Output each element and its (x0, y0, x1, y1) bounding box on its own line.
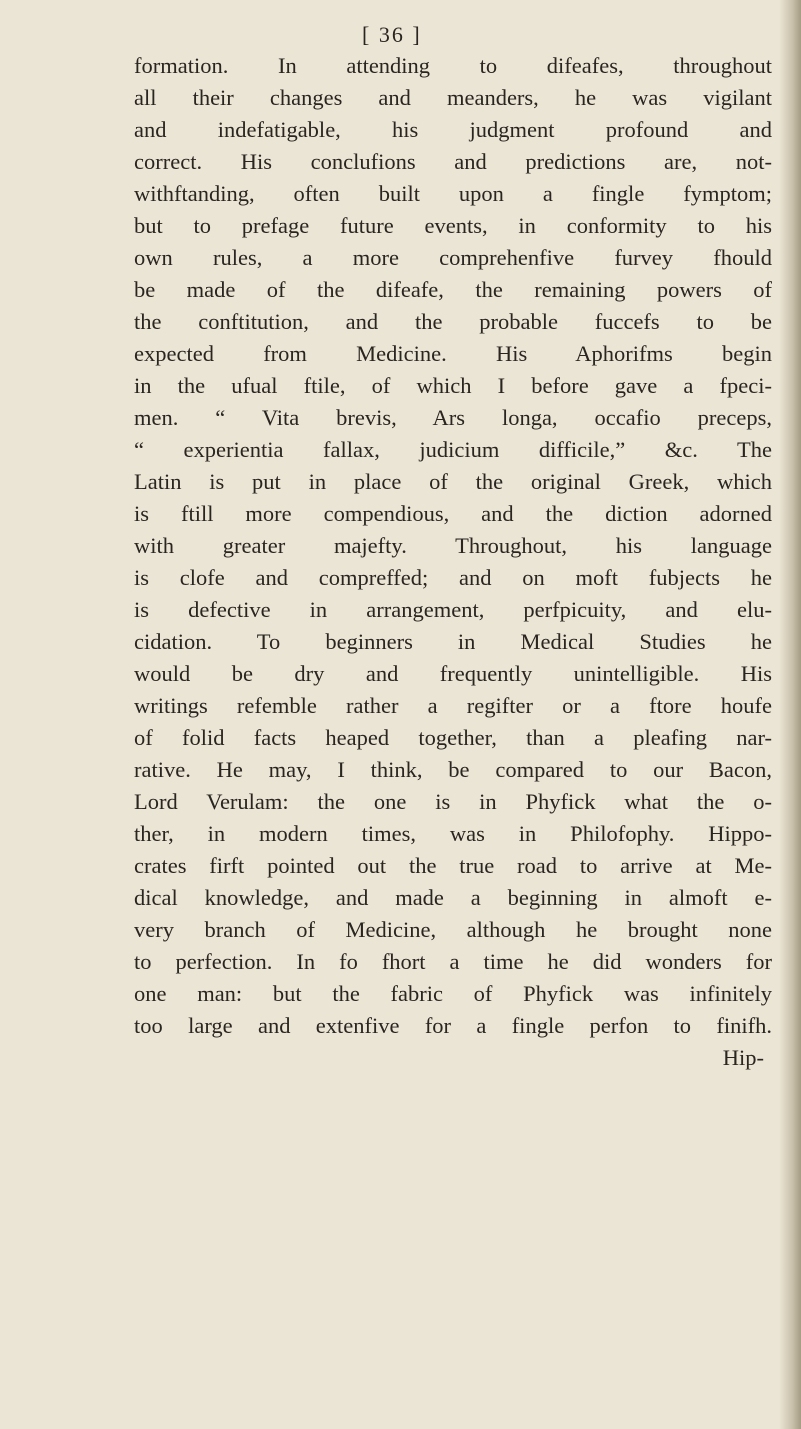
text-line: Lord Verulam: the one is in Phyfick what the o- (134, 789, 772, 814)
text-line: own rules, a more comprehenfive furvey fhould (134, 245, 772, 270)
text-line: Latin is put in place of the original Greek, which (134, 469, 772, 494)
text-line: crates firft pointed out the true road to arrive at Me- (134, 853, 772, 878)
text-line: very branch of Medicine, although he brought none (134, 917, 772, 942)
page-edge-shadow (779, 0, 801, 1429)
text-line: is defective in arrangement, perfpicuity, and elu- (134, 597, 772, 622)
text-line: cidation. To beginners in Medical Studies he (134, 629, 772, 654)
text-line: men. “ Vita brevis, Ars longa, occafio preceps, (134, 405, 772, 430)
text-line: all their changes and meanders, he was vigilant (134, 85, 772, 110)
text-line: too large and extenfive for a fingle perfon to finifh. (134, 1013, 772, 1038)
text-line: writings refemble rather a regifter or a ftore houfe (134, 693, 772, 718)
catchword: Hip- (722, 1045, 764, 1070)
text-line: withftanding, often built upon a fingle fymptom; (134, 181, 772, 206)
text-line: to perfection. In fo fhort a time he did wonders for (134, 949, 772, 974)
text-line: rative. He may, I think, be compared to our Bacon, (134, 757, 772, 782)
text-line: one man: but the fabric of Phyfick was infinitely (134, 981, 772, 1006)
text-line: correct. His conclufions and predictions are, not- (134, 149, 772, 174)
text-line: the conftitution, and the probable fuccefs to be (134, 309, 772, 334)
text-line: and indefatigable, his judgment profound and (134, 117, 772, 142)
text-line: in the ufual ftile, of which I before gave a fpeci- (134, 373, 772, 398)
text-line: expected from Medicine. His Aphorifms begin (134, 341, 772, 366)
text-line: would be dry and frequently unintelligible. His (134, 661, 772, 686)
text-line: be made of the difeafe, the remaining powers of (134, 277, 772, 302)
text-line: of folid facts heaped together, than a pleafing nar- (134, 725, 772, 750)
text-line: but to prefage future events, in conformity to his (134, 213, 772, 238)
text-line: is ftill more compendious, and the diction adorned (134, 501, 772, 526)
text-line: ther, in modern times, was in Philofophy. Hippo- (134, 821, 772, 846)
text-line: formation. In attending to difeafes, throughout (134, 53, 772, 78)
text-line: “ experientia fallax, judicium difficile,” &c. The (134, 437, 772, 462)
body-text (134, 50, 772, 1074)
page-number: [ 36 ] (362, 22, 422, 47)
text-line: with greater majefty. Throughout, his language (134, 533, 772, 558)
text-line: is clofe and compreffed; and on moft fubjects he (134, 565, 772, 590)
text-line: dical knowledge, and made a beginning in almoft e- (134, 885, 772, 910)
